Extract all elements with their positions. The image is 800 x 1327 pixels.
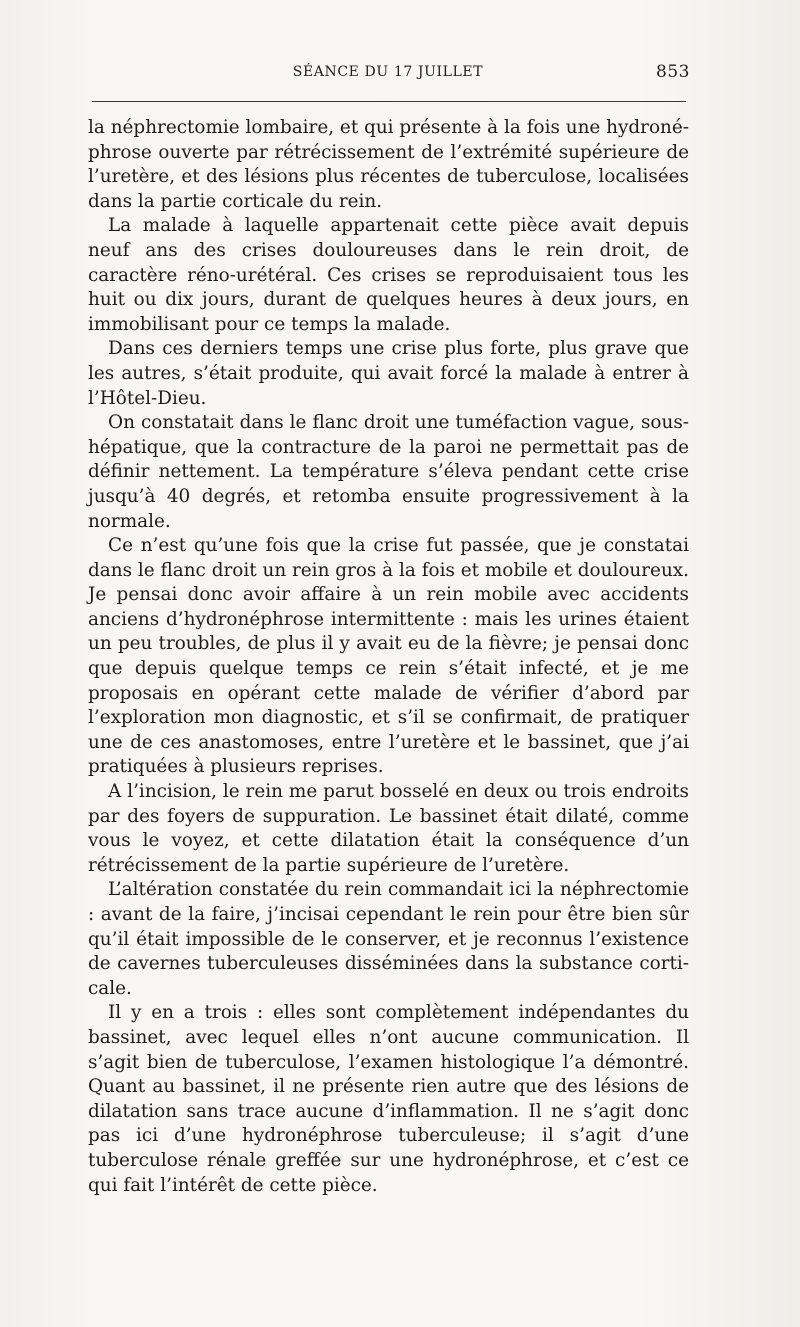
running-header [88, 62, 688, 86]
page-number: 853 [656, 62, 690, 82]
paragraph-6: A l’incision, le rein me parut bosselé en deux ou trois endroits par des foyers de suppuration. Le bassinet était dilaté, comme vous le voyez, et cette dilatation était la conséquence d’un rétrécissement de la partie supérieure de l’uretère. [88, 781, 689, 876]
paragraph-5: Ce n’est qu’une fois que la crise fut passée, que je constatai dans le flanc droit un rein gros à la fois et mobile et douloureux. Je pensai donc avoir affaire à un rein mobile avec accidents anciens d’hydronéphrose intermittente : mais les urines étaient un peu troubles, de plus il y avait eu de la fièvre; je pensai donc que depuis quelque temps ce rein s’était infecté, et je me proposais en opérant cette malade de vérifier d’abord par l’exploration mon diagnostic, et s’il se confirmait, de pratiquer une de ces anastomoses, entre l’uretère et le bassinet, que j’ai pratiquées à plusieurs reprises. [88, 535, 689, 778]
running-title: SÉANCE DU 17 JUILLET [292, 64, 484, 80]
body-text [88, 116, 689, 1198]
paragraph-4: On constatait dans le flanc droit une tuméfaction vague, sous-hépatique, que la contracture de la paroi ne permettait pas de définir nettement. La température s’éleva pendant cette crise jusqu’à 40 degrés, et retomba ensuite progressivement à la normale. [88, 412, 689, 532]
paragraph-8: Il y en a trois : elles sont complètement indépendantes du bassinet, avec lequel elles n’ont aucune communication. Il s’agit bien de tuberculose, l’examen histologique l’a démontré. Quant au bassinet, il ne présente rien autre que des lésions de dilatation sans trace aucune d’inflammation. Il ne s’agit donc pas ici d’une hydronéphrose tuberculeuse; il s’agit d’une tuberculose rénale greffée sur une hydronéphrose, et c’est ce qui fait l’intérêt de cette pièce. [88, 1002, 689, 1196]
paragraph-7: L’altération constatée du rein commandait ici la néphrectomie : avant de la faire, j’incisai cependant le rein pour être bien sûr qu’il était impossible de le conserver, et je reconnus l’existence de cavernes tuberculeuses disséminées dans la substance corticale. [88, 879, 689, 999]
paragraph-2: La malade à laquelle appartenait cette pièce avait depuis neuf ans des crises douloureuses dans le rein droit, de caractère réno-urétéral. Ces crises se reproduisaient tous les huit ou dix jours, durant de quelques heures à deux jours, en immobilisant pour ce temps la malade. [88, 215, 689, 335]
paragraph-3: Dans ces derniers temps une crise plus forte, plus grave que les autres, s’était produite, qui avait forcé la malade à entrer à l’Hôtel-Dieu. [88, 338, 689, 409]
paragraph-1: la néphrectomie lombaire, et qui présente à la fois une hydronéphrose ouverte par rétrécissement de l’extrémité supérieure de l’uretère, et des lésions plus récentes de tuberculose, localisées dans la partie corticale du rein. [88, 117, 689, 212]
header-rule [92, 101, 686, 102]
